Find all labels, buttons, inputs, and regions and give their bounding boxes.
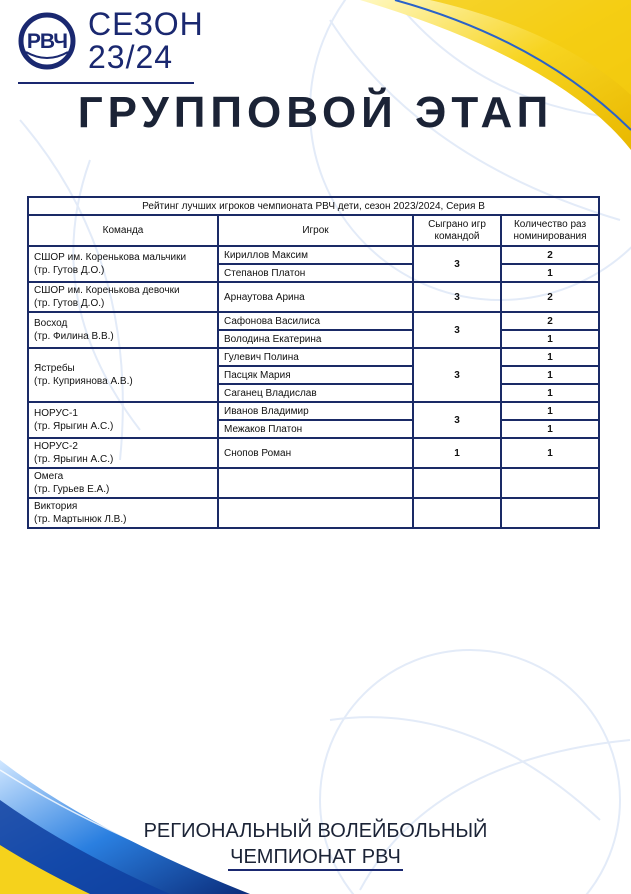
- team-coach: (тр. Гурьев Е.А.): [34, 484, 110, 495]
- table-row: [28, 282, 599, 312]
- footer-line2: ЧЕМПИОНАТ РВЧ: [230, 846, 401, 868]
- team-coach: (тр. Ярыгин А.С.): [34, 421, 114, 432]
- season-years: 23/24: [88, 39, 174, 75]
- table-title: Рейтинг лучших игроков чемпионата РВЧ дети, сезон 2023/2024, Серия В: [28, 197, 599, 215]
- nominations-count: [501, 498, 599, 528]
- header-games-line1: Сыграно игр: [428, 218, 486, 230]
- player-name: [218, 498, 413, 528]
- team-coach: (тр. Куприянова А.В.): [34, 376, 133, 387]
- player-name: Гулевич Полина: [218, 348, 413, 366]
- nominations-count: 1: [501, 420, 599, 438]
- table-row: [28, 312, 599, 330]
- games-played: 3: [413, 402, 501, 438]
- team-name: Восход: [34, 318, 68, 329]
- player-name: Пасцяк Мария: [218, 366, 413, 384]
- player-name: [218, 468, 413, 498]
- nominations-count: 1: [501, 438, 599, 468]
- header-player: Игрок: [218, 215, 413, 246]
- team-name: СШОР им. Коренькова мальчики: [34, 252, 187, 263]
- nominations-count: [501, 468, 599, 498]
- nominations-count: 2: [501, 282, 599, 312]
- table-row: [28, 348, 599, 366]
- header-nominations-line1: Количество раз: [513, 218, 587, 230]
- header-games: [413, 215, 501, 246]
- season-divider: [18, 82, 194, 84]
- games-played: 3: [413, 246, 501, 282]
- team-cell: [28, 348, 218, 402]
- team-name: Виктория: [34, 501, 78, 512]
- team-coach: (тр. Гутов Д.О.): [34, 265, 105, 276]
- nominations-count: 2: [501, 312, 599, 330]
- games-played: 3: [413, 312, 501, 348]
- player-name: Арнаутова Арина: [218, 282, 413, 312]
- season-block: [88, 8, 204, 74]
- logo-text: РВЧ: [26, 30, 68, 53]
- team-cell: [28, 282, 218, 312]
- player-name: Иванов Владимир: [218, 402, 413, 420]
- team-coach: (тр. Мартынюк Л.В.): [34, 514, 127, 525]
- team-name: СШОР им. Коренькова девочки: [34, 285, 180, 296]
- team-name: Омега: [34, 471, 64, 482]
- games-played: 1: [413, 438, 501, 468]
- games-played: 3: [413, 348, 501, 402]
- player-name: Степанов Платон: [218, 264, 413, 282]
- header-games-line2: командой: [434, 230, 480, 242]
- season-label: СЕЗОН: [88, 6, 204, 42]
- footer-divider: [228, 869, 403, 871]
- nominations-count: 1: [501, 348, 599, 366]
- player-name: Саганец Владислав: [218, 384, 413, 402]
- team-cell: [28, 498, 218, 528]
- player-name: Володина Екатерина: [218, 330, 413, 348]
- nominations-count: 1: [501, 384, 599, 402]
- header-team: Команда: [28, 215, 218, 246]
- footer-line1: РЕГИОНАЛЬНЫЙ ВОЛЕЙБОЛЬНЫЙ: [143, 820, 488, 842]
- team-cell: [28, 246, 218, 282]
- team-coach: (тр. Филина В.В.): [34, 331, 114, 342]
- nominations-count: 1: [501, 264, 599, 282]
- games-played: [413, 498, 501, 528]
- team-coach: (тр. Ярыгин А.С.): [34, 454, 114, 465]
- team-cell: [28, 312, 218, 348]
- player-name: Межаков Платон: [218, 420, 413, 438]
- table-row: [28, 402, 599, 420]
- team-name: НОРУС-2: [34, 441, 78, 452]
- nominations-count: 1: [501, 366, 599, 384]
- player-name: Снопов Роман: [218, 438, 413, 468]
- stage-title: ГРУППОВОЙ ЭТАП: [77, 88, 554, 137]
- nominations-count: 1: [501, 402, 599, 420]
- logo: [18, 12, 76, 70]
- team-name: НОРУС-1: [34, 408, 78, 419]
- team-cell: [28, 438, 218, 468]
- team-name: Ястребы: [34, 363, 75, 374]
- table-row: [28, 498, 599, 528]
- nominations-count: 1: [501, 330, 599, 348]
- player-name: Сафонова Василиса: [218, 312, 413, 330]
- team-cell: [28, 402, 218, 438]
- nominations-count: 2: [501, 246, 599, 264]
- player-name: Кириллов Максим: [218, 246, 413, 264]
- header-nominations: [501, 215, 599, 246]
- table-row: [28, 246, 599, 264]
- table-row: [28, 438, 599, 468]
- games-played: 3: [413, 282, 501, 312]
- rating-table: [27, 196, 600, 529]
- table-row: [28, 468, 599, 498]
- team-cell: [28, 468, 218, 498]
- games-played: [413, 468, 501, 498]
- header-nominations-line2: номинирования: [513, 230, 587, 242]
- team-coach: (тр. Гутов Д.О.): [34, 298, 105, 309]
- footer: [0, 818, 631, 870]
